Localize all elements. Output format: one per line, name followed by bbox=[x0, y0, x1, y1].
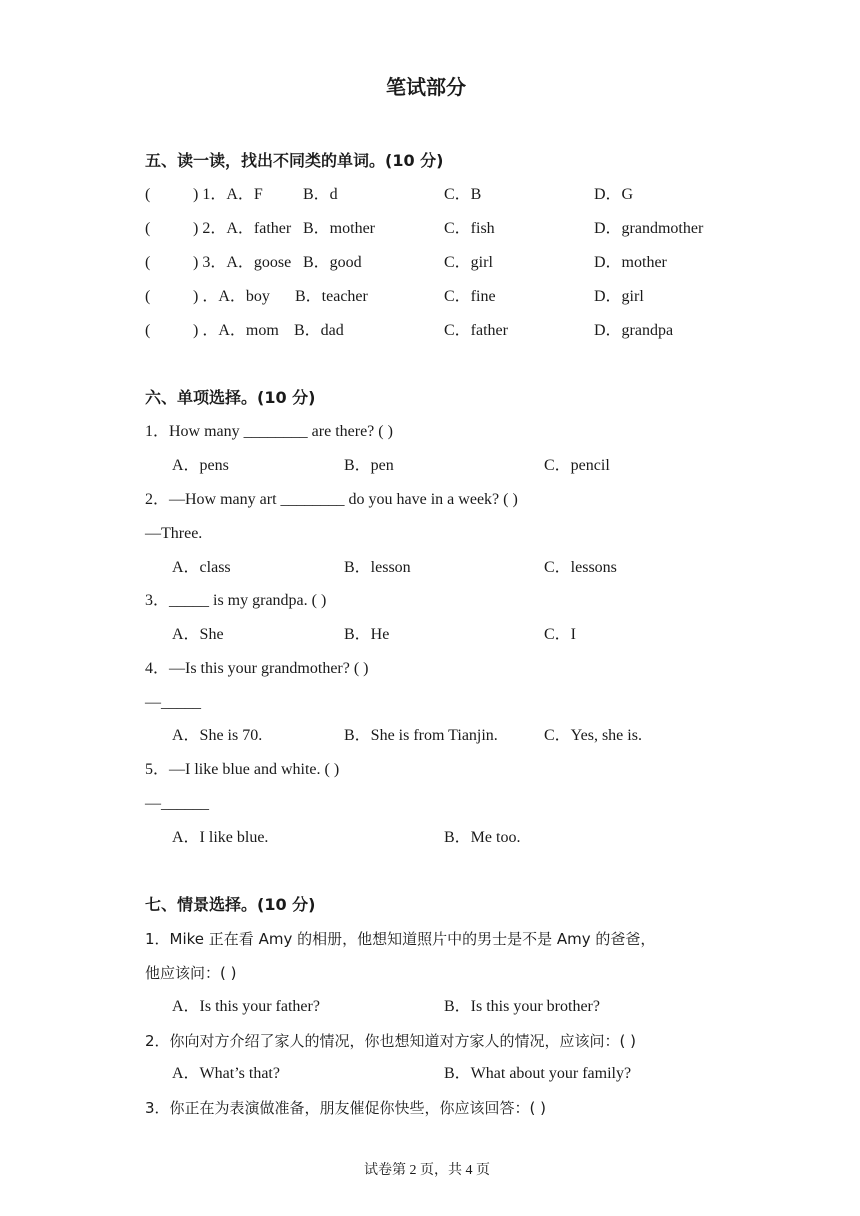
question-2-reply: —Three. bbox=[145, 525, 203, 542]
option-c: C．lessons bbox=[544, 559, 617, 576]
option-a: A．I like blue. bbox=[172, 829, 269, 846]
question-1-text: 1．Mike 正在看 Amy 的相册，他想知道照片中的男士是不是 Amy 的爸爸， bbox=[145, 930, 656, 948]
option-b: B．teacher bbox=[295, 288, 368, 305]
answer-bracket: ( bbox=[145, 288, 151, 305]
question-4-reply: —_____ bbox=[145, 694, 201, 711]
question-2-text: 2．你向对方介绍了家人的情况，你也想知道对方家人的情况，应该问：( ) bbox=[145, 1032, 637, 1050]
option-c: C．girl bbox=[444, 254, 493, 271]
option-b: B．mother bbox=[303, 220, 375, 237]
question-4-text: 4．—Is this your grandmother? ( ) bbox=[145, 660, 369, 677]
option-a: A．pens bbox=[172, 457, 229, 474]
option-a: A．Is this your father? bbox=[172, 998, 320, 1015]
option-a: A．She is 70. bbox=[172, 727, 263, 744]
question-option-a: ) ．A．mom bbox=[193, 322, 279, 339]
option-c: C．Yes, she is. bbox=[544, 727, 642, 744]
question-2-text: 2．—How many art ________ do you have in a week? ( ) bbox=[145, 491, 518, 508]
option-c: C．B bbox=[444, 186, 482, 203]
option-d: D．mother bbox=[594, 254, 667, 271]
question-1-text: 1．How many ________ are there? ( ) bbox=[145, 423, 393, 440]
question-option-a: ) 2．A．father bbox=[193, 220, 292, 237]
option-b: B．Is this your brother? bbox=[444, 998, 600, 1015]
option-a: A．She bbox=[172, 626, 224, 643]
option-d: D．G bbox=[594, 186, 634, 203]
option-c: C．father bbox=[444, 322, 508, 339]
question-5-text: 5．—I like blue and white. ( ) bbox=[145, 761, 340, 778]
option-d: D．grandpa bbox=[594, 322, 674, 339]
question-1-text-cont: 他应该问：( ) bbox=[145, 964, 237, 982]
question-option-a: ) 1．A．F bbox=[193, 186, 263, 203]
question-option-a: ) 3．A．goose bbox=[193, 254, 292, 271]
page-title: 笔试部分 bbox=[386, 75, 466, 99]
option-a: A．What’s that? bbox=[172, 1065, 280, 1082]
option-b: B．What about your family? bbox=[444, 1065, 632, 1082]
question-3-text: 3．你正在为表演做准备，朋友催促你快些，你应该回答：( ) bbox=[145, 1099, 547, 1117]
page-footer: 试卷第 2 页，共 4 页 bbox=[364, 1163, 490, 1178]
option-b: B．d bbox=[303, 186, 338, 203]
option-b: B．good bbox=[303, 254, 362, 271]
question-option-a: ) ．A．boy bbox=[193, 288, 270, 305]
option-b: B．pen bbox=[344, 457, 394, 474]
section7-heading: 七、情景选择。(10 分) bbox=[145, 895, 316, 914]
answer-bracket: ( bbox=[145, 254, 151, 271]
answer-bracket: ( bbox=[145, 220, 151, 237]
option-b: B．dad bbox=[294, 322, 344, 339]
option-b: B．Me too. bbox=[444, 829, 521, 846]
option-c: C．I bbox=[544, 626, 577, 643]
option-c: C．pencil bbox=[544, 457, 610, 474]
section5-heading: 五、读一读，找出不同类的单词。(10 分) bbox=[145, 151, 444, 170]
question-5-reply: —______ bbox=[145, 795, 209, 812]
option-d: D．girl bbox=[594, 288, 644, 305]
option-b: B．She is from Tianjin. bbox=[344, 727, 498, 744]
section6-heading: 六、单项选择。(10 分) bbox=[145, 388, 316, 407]
option-c: C．fine bbox=[444, 288, 496, 305]
option-b: B．lesson bbox=[344, 559, 411, 576]
option-a: A．class bbox=[172, 559, 231, 576]
option-b: B．He bbox=[344, 626, 390, 643]
answer-bracket: ( bbox=[145, 322, 151, 339]
option-d: D．grandmother bbox=[594, 220, 704, 237]
option-c: C．fish bbox=[444, 220, 495, 237]
question-3-text: 3．_____ is my grandpa. ( ) bbox=[145, 592, 327, 609]
answer-bracket: ( bbox=[145, 186, 151, 203]
